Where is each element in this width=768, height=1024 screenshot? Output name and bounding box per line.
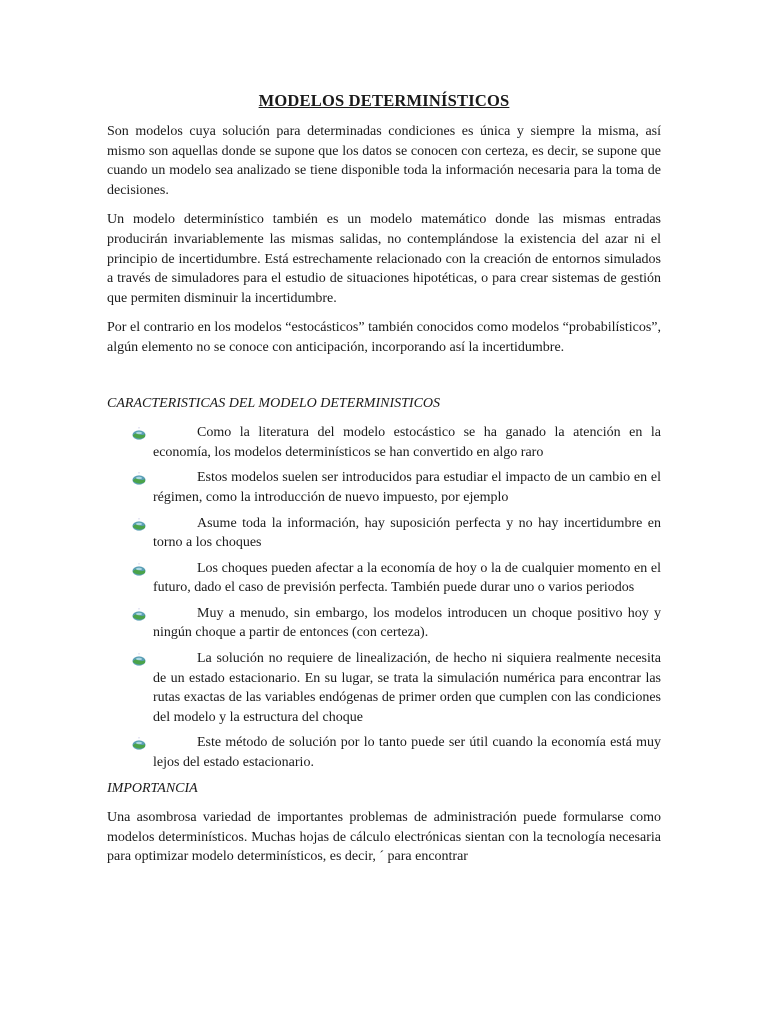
- globe-bullet-icon: [131, 563, 147, 577]
- list-item: [107, 649, 661, 727]
- globe-bullet-icon: [131, 427, 147, 441]
- paragraph-2: Un modelo determinístico también es un modelo matemático donde las mismas entradas producirán invariablemente las mismas salidas, no contemplándose la existencia del azar ni el principio de incertidumbre. Está estrechamente relacionado con la creación de entornos simulados a través de simuladores para el estudio de situaciones hipotéticas, o para crear sistemas de gestión que permiten disminuir la incertidumbre.: [107, 212, 661, 306]
- bullet-text-2: Estos modelos suelen ser introducidos para estudiar el impacto de un cambio en el régimen, como la introducción de nuevo impuesto, por ejemplo: [153, 470, 661, 505]
- paragraph-1: Son modelos cuya solución para determinadas condiciones es única y siempre la misma, así mismo son aquellas donde se supone que los datos se conocen con certeza, es decir, se supone que cuando un modelo sea analizado se tiene disponible toda la información necesaria para la toma de decisiones.: [107, 124, 661, 198]
- document-title: MODELOS DETERMINÍSTICOS: [258, 91, 510, 110]
- paragraph-3: Por el contrario en los modelos “estocásticos” también conocidos como modelos “probabilísticos”, algún elemento no se conoce con anticipación, incorporando así la incertidumbre.: [107, 320, 661, 355]
- list-item: [107, 604, 661, 643]
- section-heading-importancia: IMPORTANCIA: [107, 780, 198, 796]
- list-item: [107, 559, 661, 598]
- paragraph-final: Una asombrosa variedad de importantes problemas de administración puede formularse como modelos determinísticos. Muchas hojas de cálculo electrónicas sientan con la tecnología necesaria para optimizar modelo determinísticos, es decir, ´ para encontrar: [107, 810, 661, 865]
- list-item: [107, 733, 661, 772]
- globe-bullet-icon: [131, 737, 147, 751]
- list-item: [107, 468, 661, 507]
- globe-bullet-icon: [131, 472, 147, 486]
- document-body: [107, 91, 661, 877]
- bullet-text-4: Los choques pueden afectar a la economía de hoy o la de cualquier momento en el futuro, dado el caso de previsión perfecta. También puede durar uno o varios periodos: [153, 560, 661, 596]
- bullet-list: [107, 423, 661, 773]
- globe-bullet-icon: [131, 518, 147, 532]
- bullet-text-7: Este método de solución por lo tanto puede ser útil cuando la economía está muy lejos del estado estacionario.: [153, 735, 661, 771]
- globe-bullet-icon: [131, 653, 147, 667]
- globe-bullet-icon: [131, 608, 147, 622]
- bullet-text-5: Muy a menudo, sin embargo, los modelos introducen un choque positivo hoy y ningún choque a partir de entonces (con certeza).: [153, 605, 661, 641]
- bullet-text-3: Asume toda la información, hay suposición perfecta y no hay incertidumbre en torno a los choques: [153, 515, 661, 551]
- bullet-text-1: Como la literatura del modelo estocástico se ha ganado la atención en la economía, los modelos determinísticos se han convertido en algo raro: [153, 425, 661, 460]
- list-item: [107, 423, 661, 462]
- section-heading-caracteristicas: CARACTERISTICAS DEL MODELO DETERMINISTICOS: [107, 395, 441, 411]
- list-item: [107, 514, 661, 553]
- bullet-text-6: La solución no requiere de linealización, de hecho ni siquiera realmente necesita de un estado estacionario. En su lugar, se trata la simulación numérica para encontrar las rutas exactas de las variables endógenas de primer orden que cumplen con las condiciones del modelo y la estructura del choque: [153, 651, 661, 725]
